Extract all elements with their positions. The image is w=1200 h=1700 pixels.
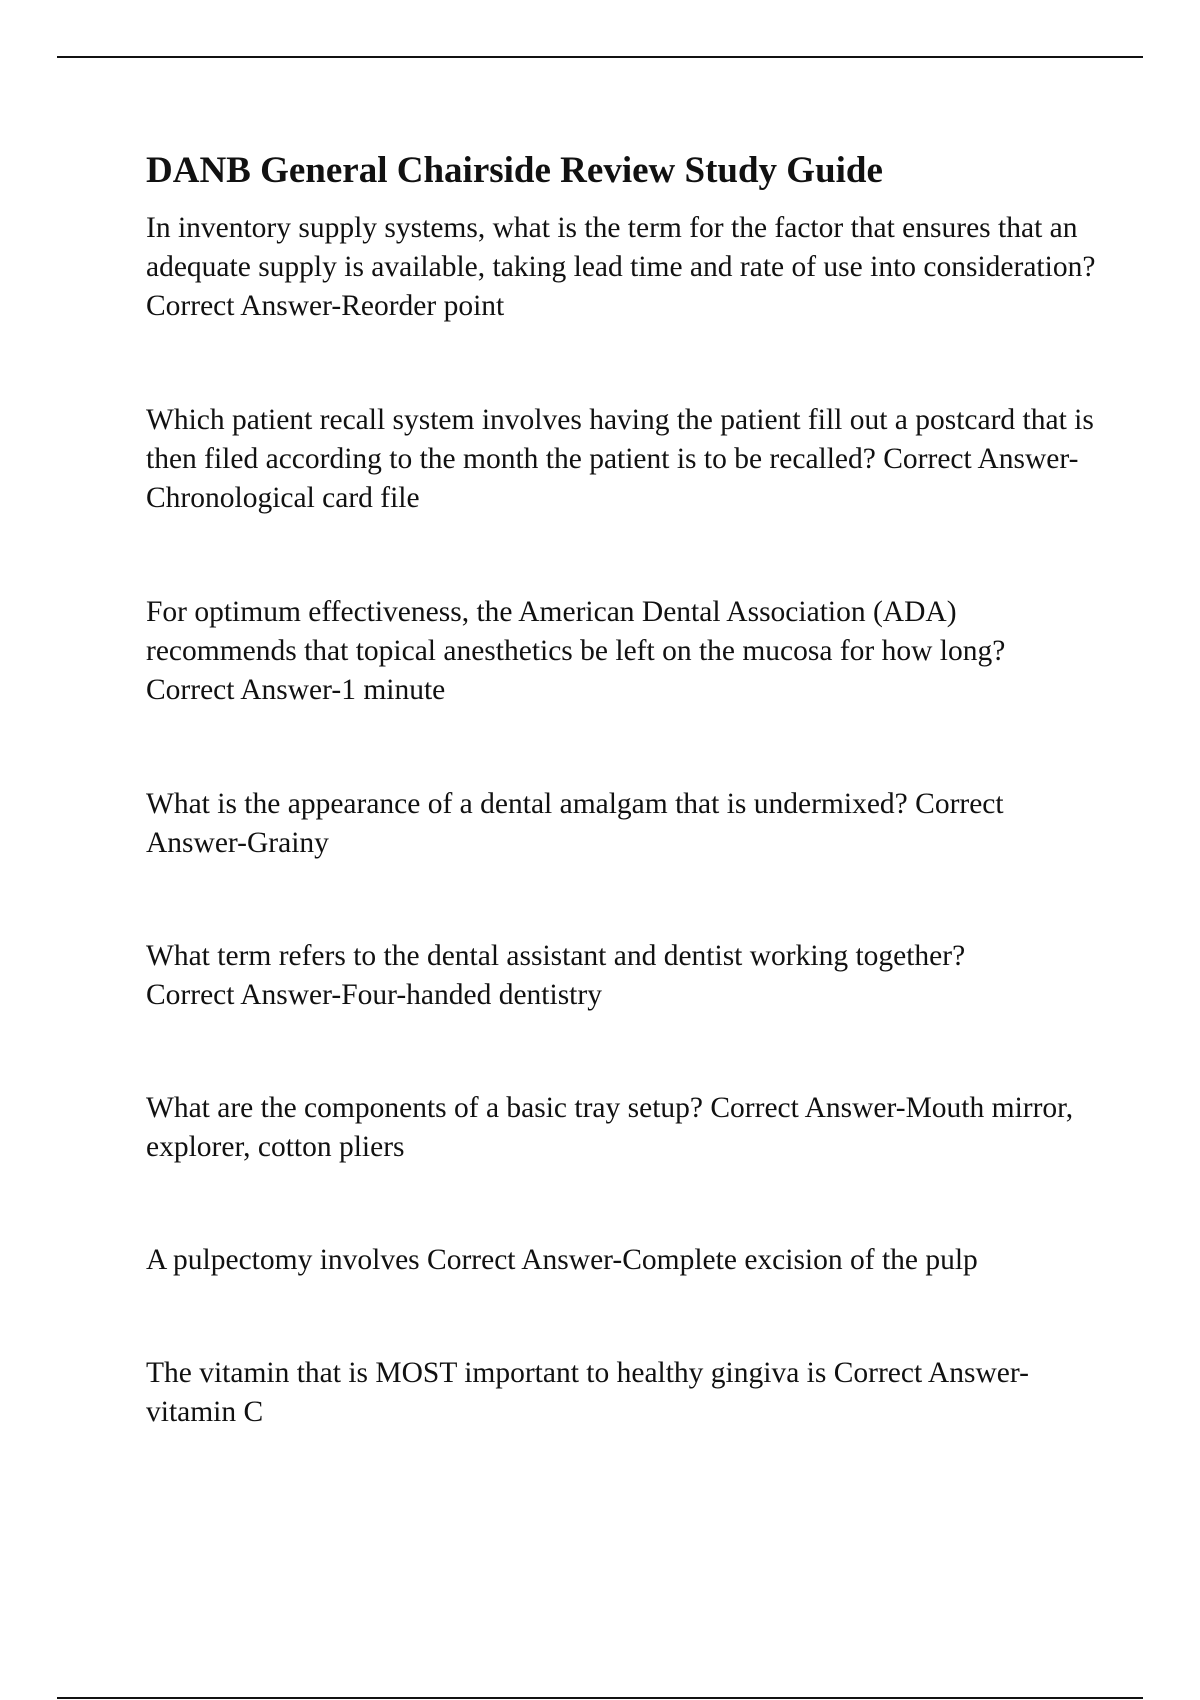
document-body [146, 143, 1096, 1432]
question-text: Which patient recall system involves having the patient fill out a postcard that is then filed according to the month the patient is to be recalled? [146, 404, 1094, 475]
qa-item [146, 785, 1096, 863]
qa-item [146, 1354, 1096, 1432]
question-text: For optimum effectiveness, the American Dental Association (ADA) recommends that topical anesthetics be left on the mucosa for how long? [146, 596, 1006, 667]
question-text: What are the components of a basic tray setup? [146, 1092, 703, 1124]
answer-text: Correct Answer-Complete excision of the pulp [427, 1244, 978, 1276]
qa-item [146, 1089, 1096, 1167]
answer-text: Correct Answer-vitamin C [146, 1357, 1029, 1428]
answer-text: Correct Answer-Mouth mirror, explorer, cotton pliers [146, 1092, 1074, 1163]
answer-text: Correct Answer-Four-handed dentistry [146, 979, 602, 1011]
qa-item [146, 401, 1096, 518]
question-text: What is the appearance of a dental amalgam that is undermixed? [146, 788, 908, 820]
qa-item [146, 937, 1096, 1015]
question-text: What term refers to the dental assistant and dentist working together? [146, 940, 966, 972]
question-text: The vitamin that is MOST important to healthy gingiva is [146, 1357, 827, 1389]
answer-text: Correct Answer-1 minute [146, 674, 446, 706]
answer-text: Correct Answer-Grainy [146, 788, 1004, 859]
document-title: DANB General Chairside Review Study Guide [146, 150, 883, 191]
bottom-divider [57, 1697, 1143, 1699]
answer-text: Correct Answer-Chronological card file [146, 443, 1079, 514]
qa-item [146, 209, 1096, 326]
question-text: A pulpectomy involves [146, 1244, 420, 1276]
top-divider [57, 56, 1143, 58]
question-text: In inventory supply systems, what is the term for the factor that ensures that an adequate supply is available, taking lead time and rate of use into consideration? [146, 212, 1096, 283]
answer-text: Correct Answer-Reorder point [146, 290, 505, 322]
qa-item [146, 1241, 1096, 1280]
qa-item [146, 593, 1096, 710]
